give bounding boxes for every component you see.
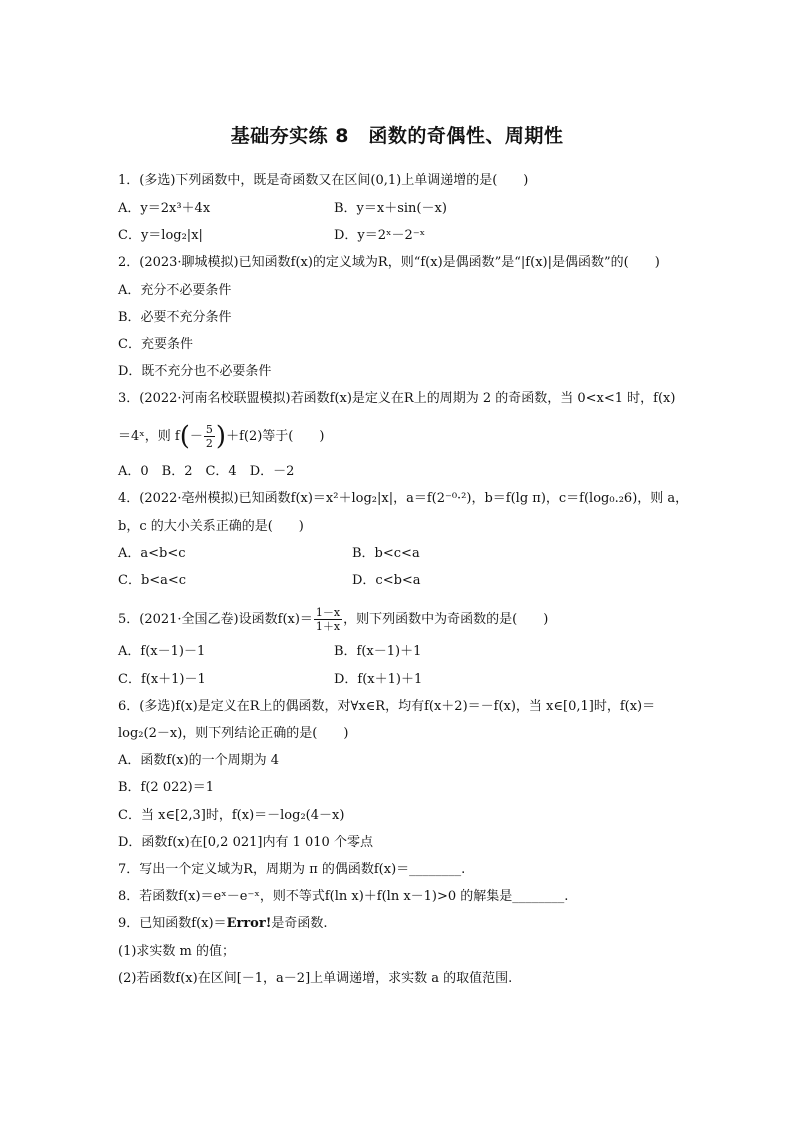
q5-stem <box>118 606 548 633</box>
q6-line2: log₂(2－x)，则下列结论正确的是( ) <box>118 726 349 741</box>
q1-option-b: B．y＝x＋sin(－x) <box>334 201 447 216</box>
q1-option-a: A．y＝2x³＋4x <box>118 201 211 216</box>
q9-stem <box>118 915 328 933</box>
q3-stem: 3．(2022·河南名校联盟模拟)若函数f(x)是定义在R上的周期为 2 的奇函数，当 0<x<1 时，f(x) <box>118 391 676 406</box>
q5-option-b: B．f(x－1)＋1 <box>334 644 422 659</box>
q6-option-a: A．函数f(x)的一个周期为 4 <box>118 753 280 768</box>
q1-option-d: D．y＝2ˣ－2⁻ˣ <box>334 228 426 243</box>
q2-stem: 2．(2023·聊城模拟)已知函数f(x)的定义域为R，则“f(x)是偶函数”是“|f(x)|是偶函数”的( ) <box>118 255 660 270</box>
q3-frac-num: 5 <box>205 423 213 436</box>
q5-frac-den: 1＋x <box>315 620 341 633</box>
q3-line2-post: ＋f(2)等于( ) <box>226 429 325 444</box>
q3-options: A．0 B．2 C．4 D．－2 <box>118 464 295 479</box>
q5-stem-post: ，则下列函数中为奇函数的是( ) <box>343 612 549 627</box>
q4-stem: 4．(2022·亳州模拟)已知函数f(x)＝x²＋log₂|x|，a＝f(2⁻⁰·²)，b＝f(lg π)，c＝f(log₀.₂6)，则 a， <box>118 491 689 506</box>
q9-part1: (1)求实数 m 的值； <box>118 944 236 959</box>
error-text: Error! <box>226 916 272 931</box>
q3-frac-den: 2 <box>205 437 213 450</box>
q5-option-c: C．f(x＋1)－1 <box>118 672 206 687</box>
q4-option-b: B．b<c<a <box>352 546 420 561</box>
q9-part2: (2)若函数f(x)在区间[－1，a－2]上单调递增，求实数 a 的取值范围. <box>118 971 513 986</box>
q5-option-a: A．f(x－1)－1 <box>118 644 206 659</box>
q4-line2: b，c 的大小关系正确的是( ) <box>118 519 304 534</box>
q6-option-c: C．当 x∈[2,3]时，f(x)＝－log₂(4－x) <box>118 808 345 823</box>
q4-option-d: D．c<b<a <box>352 573 421 588</box>
q5-stem-pre: 5．(2021·全国乙卷)设函数f(x)＝ <box>118 612 313 627</box>
q3-frac-sign: － <box>189 429 203 444</box>
q6-stem: 6．(多选)f(x)是定义在R上的偶函数，对∀x∈R，均有f(x＋2)＝－f(x)，当 x∈[0,1]时，f(x)＝ <box>118 699 656 714</box>
page-title: 基础夯实练 8 函数的奇偶性、周期性 <box>230 125 564 147</box>
right-paren: ) <box>215 421 227 452</box>
q3-fraction <box>204 423 215 450</box>
q2-option-d: D．既不充分也不必要条件 <box>118 364 272 379</box>
q5-fraction <box>314 606 342 633</box>
q1-option-c: C．y＝log₂|x| <box>118 228 203 243</box>
q5-frac-num: 1－x <box>315 606 341 619</box>
q6-option-d: D．函数f(x)在[0,2 021]内有 1 010 个零点 <box>118 835 373 850</box>
q8-stem: 8．若函数f(x)＝eˣ－e⁻ˣ，则不等式f(ln x)＋f(ln x－1)>0 的解集是________. <box>118 889 569 904</box>
q5-option-d: D．f(x＋1)＋1 <box>334 672 423 687</box>
q6-option-b: B．f(2 022)＝1 <box>118 780 214 795</box>
q4-option-a: A．a<b<c <box>118 546 186 561</box>
q7-stem: 7．写出一个定义域为R，周期为 π 的偶函数f(x)＝________. <box>118 862 466 877</box>
q3-line2-pre: ＝4ˣ，则 f <box>118 429 180 444</box>
q3-line2 <box>118 423 324 450</box>
q1-stem: 1．(多选)下列函数中，既是奇函数又在区间(0,1)上单调递增的是( ) <box>118 173 529 188</box>
q2-option-b: B．必要不充分条件 <box>118 310 232 325</box>
left-paren: ( <box>179 421 190 452</box>
q2-option-c: C．充要条件 <box>118 337 193 352</box>
q9-stem-pre: 9．已知函数f(x)＝ <box>118 916 227 931</box>
q9-stem-post: 是奇函数. <box>271 916 328 931</box>
q4-option-c: C．b<a<c <box>118 573 187 588</box>
q2-option-a: A．充分不必要条件 <box>118 283 232 298</box>
